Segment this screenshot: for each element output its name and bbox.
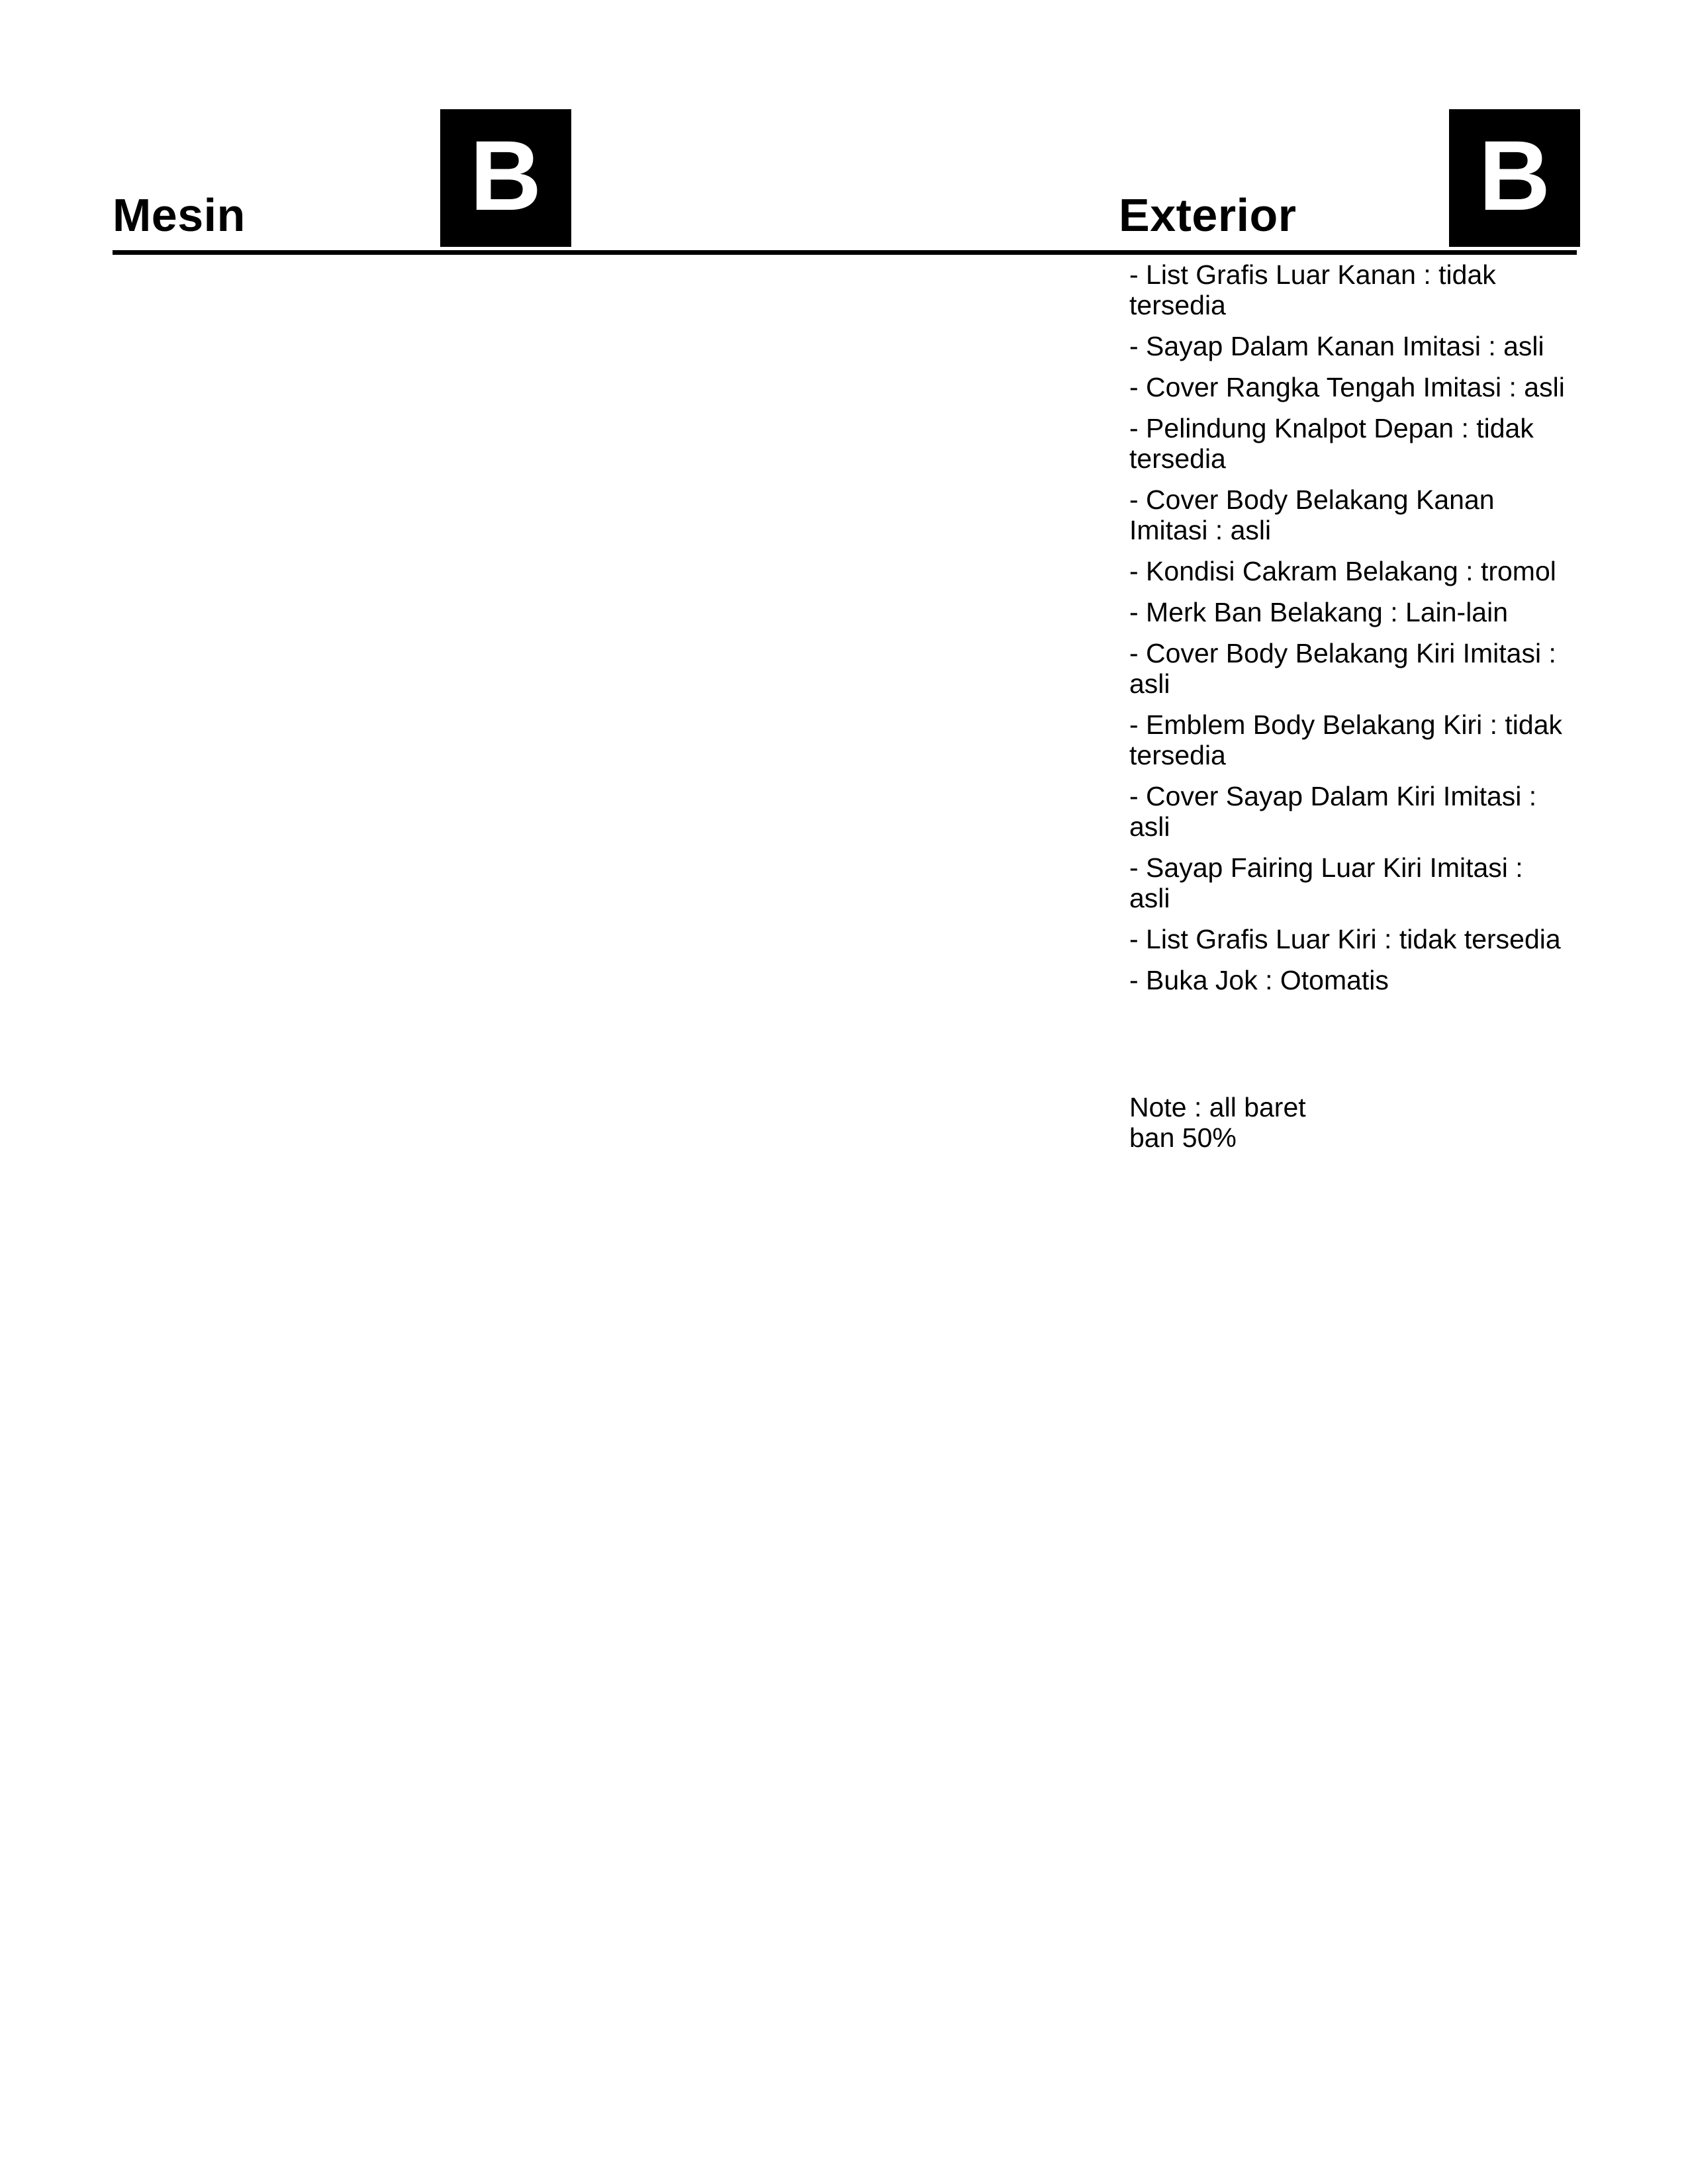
- exterior-section-header: [1119, 106, 1577, 255]
- exterior-title: Exterior: [1119, 189, 1297, 241]
- note-line-2: ban 50%: [1129, 1122, 1237, 1153]
- note-line-1: Note : all baret: [1129, 1092, 1306, 1122]
- mesin-grade-badge: B: [440, 109, 571, 247]
- exterior-item-list-grafis-luar-kiri: - List Grafis Luar Kiri : tidak tersedia: [1129, 924, 1561, 954]
- exterior-item-pelindung-knalpot-depan: - Pelindung Knalpot Depan : tidak tersedia: [1129, 413, 1534, 474]
- mesin-section-header: [113, 106, 1125, 255]
- exterior-note: [1129, 1092, 1566, 1153]
- exterior-item-merk-ban-belakang: - Merk Ban Belakang : Lain-lain: [1129, 597, 1509, 627]
- exterior-item-kondisi-cakram-belakang: - Kondisi Cakram Belakang : tromol: [1129, 556, 1556, 586]
- mesin-title: Mesin: [113, 189, 246, 241]
- exterior-item-list-grafis-luar-kanan: - List Grafis Luar Kanan : tidak tersedia: [1129, 259, 1496, 320]
- exterior-item-sayap-dalam-kanan: - Sayap Dalam Kanan Imitasi : asli: [1129, 331, 1544, 361]
- exterior-detail-list: [1129, 259, 1566, 1006]
- exterior-item-cover-rangka-tengah: - Cover Rangka Tengah Imitasi : asli: [1129, 372, 1565, 402]
- exterior-item-sayap-fairing-luar-kiri: - Sayap Fairing Luar Kiri Imitasi : asli: [1129, 852, 1523, 913]
- exterior-item-cover-sayap-dalam-kiri: - Cover Sayap Dalam Kiri Imitasi : asli: [1129, 781, 1537, 842]
- exterior-item-buka-jok: - Buka Jok : Otomatis: [1129, 965, 1389, 995]
- exterior-grade-badge: B: [1449, 109, 1580, 247]
- exterior-item-emblem-body-belakang-kiri: - Emblem Body Belakang Kiri : tidak tersedia: [1129, 709, 1562, 770]
- exterior-item-cover-body-belakang-kiri: - Cover Body Belakang Kiri Imitasi : asli: [1129, 638, 1556, 699]
- exterior-item-cover-body-belakang-kanan: - Cover Body Belakang Kanan Imitasi : asli: [1129, 484, 1495, 545]
